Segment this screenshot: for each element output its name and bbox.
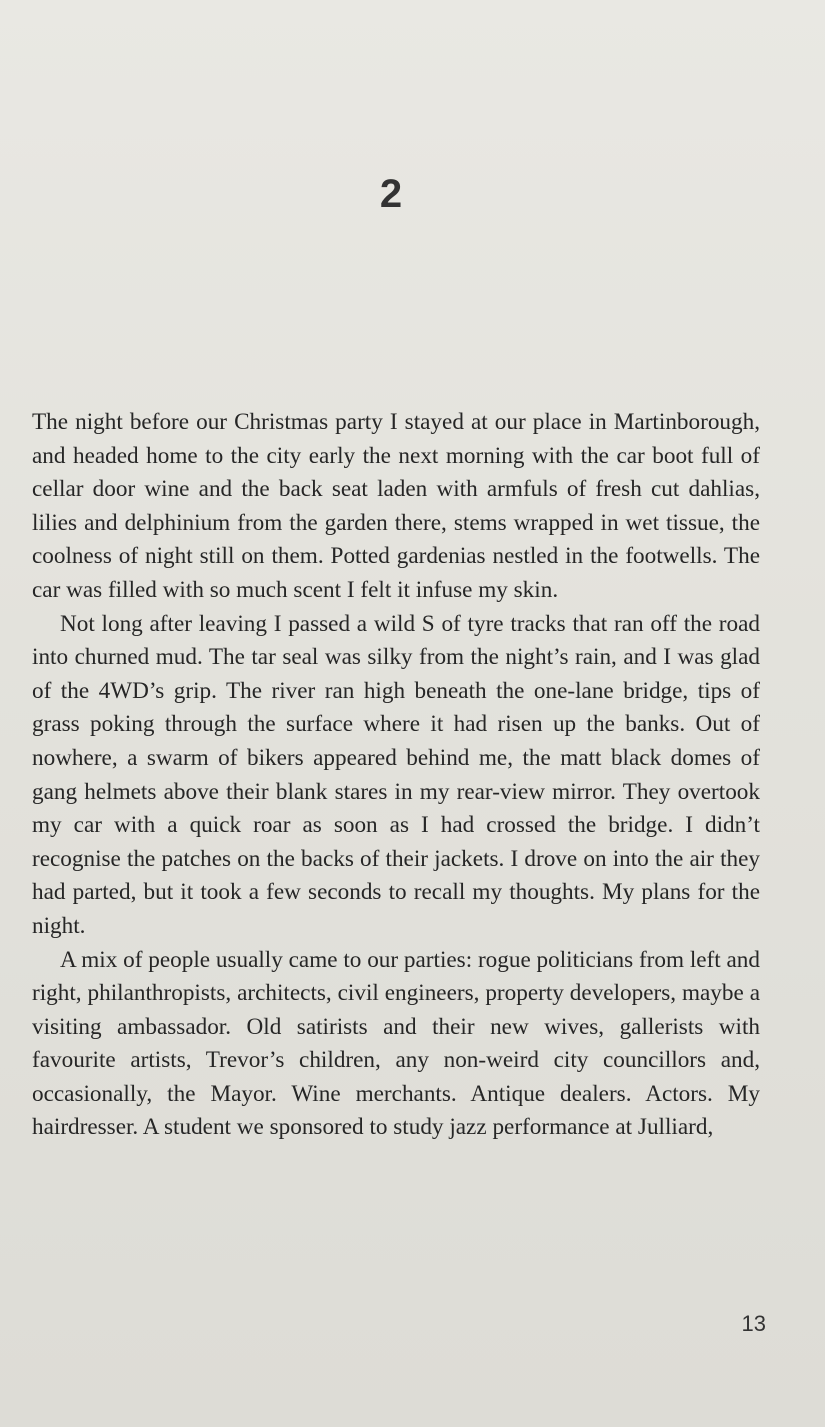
page-number: 13: [741, 1311, 766, 1336]
paragraph-3: A mix of people usually came to our parties: rogue politicians from left and right, philanthropists, architects, civil engineers, property developers, maybe a visiting ambassador. Old satirists and their new wives, gallerists with favourite artists, Trevor’s children, any non-weird city councillors and, occasionally, the Mayor. Wine merchants. Antique dealers. Actors. My hairdresser. A student we sponsored to study jazz performance at Julliard,: [32, 946, 760, 1141]
paragraph-1: The night before our Christmas party I stayed at our place in Martinborough, and headed home to the city early the next morning with the car boot full of cellar door wine and the back seat laden with armfuls of fresh cut dahlias, lilies and delphinium from the garden there, stems wrapped in wet tissue, the coolness of night still on them. Potted gardenias nestled in the footwells. The car was filled with so much scent I felt it infuse my skin.: [32, 409, 760, 603]
chapter-number: 2: [379, 172, 403, 216]
chapter-body: [32, 406, 760, 1145]
paragraph-2: Not long after leaving I passed a wild S of tyre tracks that ran off the road into churned mud. The tar seal was silky from the night’s rain, and I was glad of the 4WD’s grip. The river ran high beneath the one-lane bridge, tips of grass poking through the surface where it had risen up the banks. Out of nowhere, a swarm of bikers appeared behind me, the matt black domes of gang helmets above their blank stares in my rear-view mirror. They overtook my car with a quick roar as soon as I had crossed the bridge. I didn’t recognise the patches on the backs of their jackets. I drove on into the air they had parted, but it took a few seconds to recall my thoughts. My plans for the night.: [32, 610, 760, 939]
